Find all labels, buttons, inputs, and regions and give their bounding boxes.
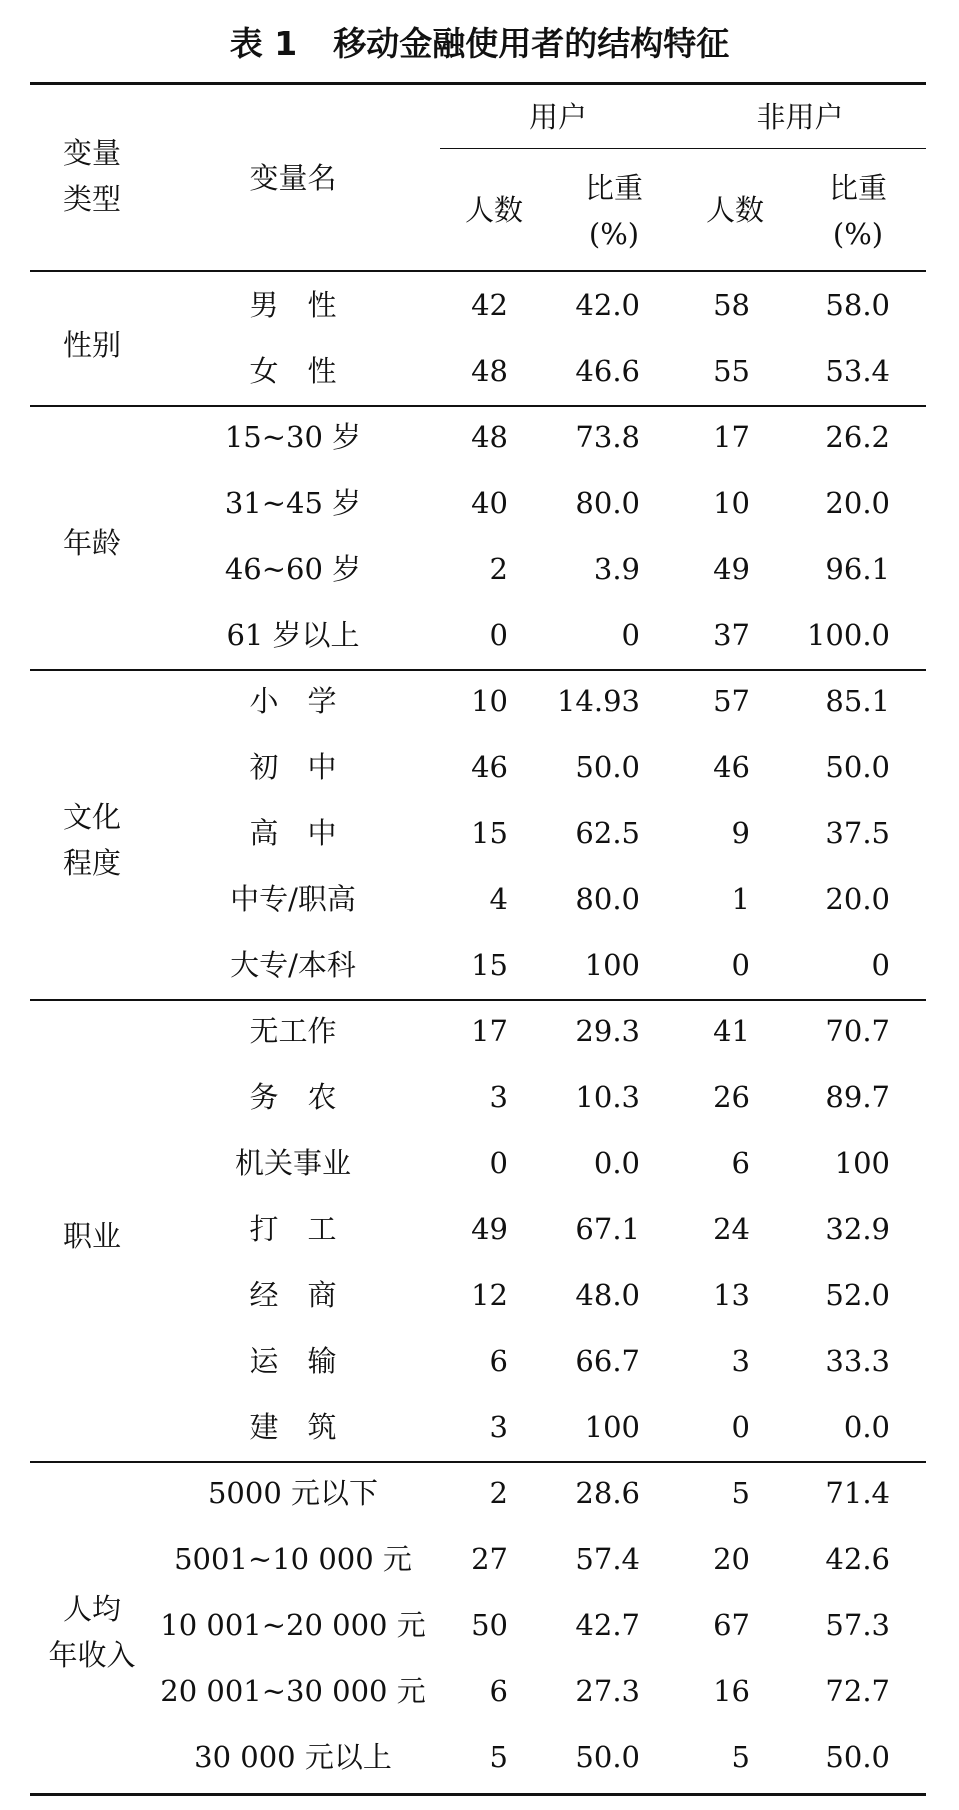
header-var-type-line2: 类型 xyxy=(62,182,122,216)
cell-nonusers-count: 6 xyxy=(731,1146,750,1180)
header-var-type-line1: 变量 xyxy=(62,136,122,170)
cell-nonusers-share: 100 xyxy=(834,1146,890,1180)
header-var-name: 变量名 xyxy=(249,161,337,195)
header-nonusers-count: 人数 xyxy=(705,193,765,227)
cell-var-type xyxy=(48,1586,135,1678)
cell-nonusers-count: 41 xyxy=(713,1014,750,1048)
cell-users-count: 40 xyxy=(471,486,508,520)
cell-users-count: 6 xyxy=(489,1674,508,1708)
cell-nonusers-share: 96.1 xyxy=(825,552,890,586)
cell-users-count: 15 xyxy=(471,816,508,850)
cell-var-name: 务 农 xyxy=(249,1080,337,1114)
cell-users-count: 49 xyxy=(471,1212,508,1246)
cell-users-share: 73.8 xyxy=(575,420,640,454)
cell-nonusers-share: 32.9 xyxy=(825,1212,890,1246)
cell-nonusers-count: 37 xyxy=(713,618,750,652)
cell-nonusers-share: 20.0 xyxy=(825,486,890,520)
header-bottom-rule xyxy=(30,270,926,272)
cell-users-share: 10.3 xyxy=(575,1080,640,1114)
cell-users-share: 14.93 xyxy=(556,684,640,718)
cell-var-name: 15~30 岁 xyxy=(224,420,362,454)
cell-users-share: 28.6 xyxy=(575,1476,640,1510)
cell-var-type xyxy=(63,520,121,566)
cell-nonusers-share: 0.0 xyxy=(843,1410,890,1444)
cell-users-share: 100 xyxy=(584,1410,640,1444)
cell-var-name: 61 岁以上 xyxy=(226,618,360,652)
cell-nonusers-count: 49 xyxy=(713,552,750,586)
cell-users-count: 3 xyxy=(489,1410,508,1444)
cell-users-count: 4 xyxy=(489,882,508,916)
header-nonusers-share-line1: 比重 xyxy=(828,171,888,205)
cell-nonusers-share: 0 xyxy=(871,948,890,982)
header-nonusers: 非用户 xyxy=(756,100,844,134)
cell-users-count: 17 xyxy=(471,1014,508,1048)
cell-users-count: 27 xyxy=(471,1542,508,1576)
group-header-rule xyxy=(440,148,926,149)
cell-var-name: 5000 元以下 xyxy=(207,1476,379,1510)
cell-nonusers-count: 10 xyxy=(713,486,750,520)
cell-nonusers-count: 1 xyxy=(731,882,750,916)
cell-var-name: 31~45 岁 xyxy=(224,486,362,520)
cell-var-name: 运 输 xyxy=(249,1344,337,1378)
group-separator-rule xyxy=(30,999,926,1001)
cell-users-count: 10 xyxy=(471,684,508,718)
cell-nonusers-count: 5 xyxy=(731,1740,750,1774)
cell-var-name: 中专/职高 xyxy=(230,882,356,916)
header-var-type xyxy=(63,130,121,222)
cell-var-name: 初 中 xyxy=(249,750,337,784)
header-users-count: 人数 xyxy=(464,193,524,227)
cell-users-share: 62.5 xyxy=(575,816,640,850)
cell-users-share: 42.0 xyxy=(575,288,640,322)
cell-nonusers-count: 26 xyxy=(713,1080,750,1114)
cell-nonusers-count: 17 xyxy=(713,420,750,454)
header-users-share-line2: (%) xyxy=(588,217,640,251)
cell-nonusers-count: 20 xyxy=(713,1542,750,1576)
cell-users-share: 100 xyxy=(584,948,640,982)
cell-users-share: 42.7 xyxy=(575,1608,640,1642)
cell-users-share: 66.7 xyxy=(575,1344,640,1378)
cell-var-name: 大专/本科 xyxy=(230,948,356,982)
cell-nonusers-share: 33.3 xyxy=(825,1344,890,1378)
cell-nonusers-count: 16 xyxy=(713,1674,750,1708)
cell-nonusers-share: 50.0 xyxy=(825,750,890,784)
header-nonusers-share xyxy=(829,165,887,257)
cell-nonusers-share: 100.0 xyxy=(806,618,890,652)
cell-users-count: 15 xyxy=(471,948,508,982)
cell-var-type-line: 程度 xyxy=(62,846,122,880)
cell-nonusers-share: 26.2 xyxy=(825,420,890,454)
cell-nonusers-share: 58.0 xyxy=(825,288,890,322)
cell-nonusers-count: 24 xyxy=(713,1212,750,1246)
cell-nonusers-share: 50.0 xyxy=(825,1740,890,1774)
cell-nonusers-share: 20.0 xyxy=(825,882,890,916)
cell-nonusers-count: 5 xyxy=(731,1476,750,1510)
cell-var-name: 20 001~30 000 元 xyxy=(160,1674,426,1708)
cell-users-share: 80.0 xyxy=(575,486,640,520)
cell-var-name: 高 中 xyxy=(249,816,337,850)
table-caption: 移动金融使用者的结构特征 xyxy=(333,24,730,63)
header-nonusers-share-line2: (%) xyxy=(832,217,884,251)
cell-nonusers-count: 0 xyxy=(731,1410,750,1444)
cell-users-count: 46 xyxy=(471,750,508,784)
cell-nonusers-share: 71.4 xyxy=(825,1476,890,1510)
cell-var-name: 经 商 xyxy=(249,1278,337,1312)
cell-nonusers-share: 72.7 xyxy=(825,1674,890,1708)
cell-users-count: 2 xyxy=(489,1476,508,1510)
cell-var-type xyxy=(63,794,121,886)
group-separator-rule xyxy=(30,1461,926,1463)
cell-nonusers-count: 67 xyxy=(713,1608,750,1642)
top-rule xyxy=(30,82,926,85)
cell-var-name: 30 000 元以上 xyxy=(194,1740,392,1774)
cell-var-name: 机关事业 xyxy=(234,1146,352,1180)
cell-nonusers-share: 37.5 xyxy=(825,816,890,850)
cell-users-share: 57.4 xyxy=(575,1542,640,1576)
cell-users-share: 3.9 xyxy=(593,552,640,586)
cell-users-count: 3 xyxy=(489,1080,508,1114)
cell-var-type-line: 性别 xyxy=(62,328,122,362)
bottom-rule xyxy=(30,1793,926,1796)
cell-nonusers-share: 89.7 xyxy=(825,1080,890,1114)
group-separator-rule xyxy=(30,669,926,671)
cell-nonusers-count: 3 xyxy=(731,1344,750,1378)
cell-users-share: 0 xyxy=(621,618,640,652)
cell-var-name: 男 性 xyxy=(249,288,337,322)
cell-nonusers-share: 53.4 xyxy=(825,354,890,388)
cell-users-count: 2 xyxy=(489,552,508,586)
cell-users-share: 50.0 xyxy=(575,750,640,784)
cell-nonusers-share: 70.7 xyxy=(825,1014,890,1048)
cell-nonusers-count: 13 xyxy=(713,1278,750,1312)
cell-users-share: 46.6 xyxy=(575,354,640,388)
cell-var-type-line: 年收入 xyxy=(48,1638,136,1672)
cell-nonusers-share: 52.0 xyxy=(825,1278,890,1312)
header-users-share-line1: 比重 xyxy=(584,171,644,205)
cell-users-count: 6 xyxy=(489,1344,508,1378)
cell-var-name: 打 工 xyxy=(249,1212,337,1246)
cell-users-count: 0 xyxy=(489,1146,508,1180)
cell-var-type-line: 职业 xyxy=(62,1219,122,1253)
cell-var-name: 女 性 xyxy=(249,354,337,388)
cell-var-type xyxy=(63,322,121,368)
cell-users-count: 48 xyxy=(471,354,508,388)
cell-users-count: 50 xyxy=(471,1608,508,1642)
cell-users-share: 0.0 xyxy=(593,1146,640,1180)
cell-nonusers-count: 57 xyxy=(713,684,750,718)
cell-nonusers-count: 55 xyxy=(713,354,750,388)
cell-var-name: 建 筑 xyxy=(249,1410,337,1444)
cell-nonusers-share: 85.1 xyxy=(825,684,890,718)
cell-nonusers-count: 58 xyxy=(713,288,750,322)
cell-nonusers-count: 0 xyxy=(731,948,750,982)
cell-nonusers-count: 46 xyxy=(713,750,750,784)
group-separator-rule xyxy=(30,405,926,407)
cell-users-share: 50.0 xyxy=(575,1740,640,1774)
cell-var-type-line: 人均 xyxy=(62,1592,122,1626)
cell-users-count: 42 xyxy=(471,288,508,322)
cell-users-count: 5 xyxy=(489,1740,508,1774)
cell-users-count: 12 xyxy=(471,1278,508,1312)
cell-var-type-line: 文化 xyxy=(62,800,122,834)
cell-users-share: 48.0 xyxy=(575,1278,640,1312)
table-number: 表 1 xyxy=(229,24,298,63)
cell-users-share: 29.3 xyxy=(575,1014,640,1048)
cell-var-name: 10 001~20 000 元 xyxy=(160,1608,426,1642)
cell-nonusers-count: 9 xyxy=(731,816,750,850)
table-title xyxy=(0,18,959,65)
cell-users-count: 48 xyxy=(471,420,508,454)
cell-var-name: 无工作 xyxy=(249,1014,337,1048)
cell-var-name: 46~60 岁 xyxy=(224,552,362,586)
cell-users-count: 0 xyxy=(489,618,508,652)
cell-nonusers-share: 42.6 xyxy=(825,1542,890,1576)
cell-var-name: 小 学 xyxy=(249,684,337,718)
header-users-share xyxy=(585,165,643,257)
cell-users-share: 27.3 xyxy=(575,1674,640,1708)
cell-var-type xyxy=(63,1213,121,1259)
cell-var-name: 5001~10 000 元 xyxy=(174,1542,412,1576)
cell-var-type-line: 年龄 xyxy=(62,526,122,560)
cell-nonusers-share: 57.3 xyxy=(825,1608,890,1642)
cell-users-share: 67.1 xyxy=(575,1212,640,1246)
header-users: 用户 xyxy=(528,100,588,134)
cell-users-share: 80.0 xyxy=(575,882,640,916)
